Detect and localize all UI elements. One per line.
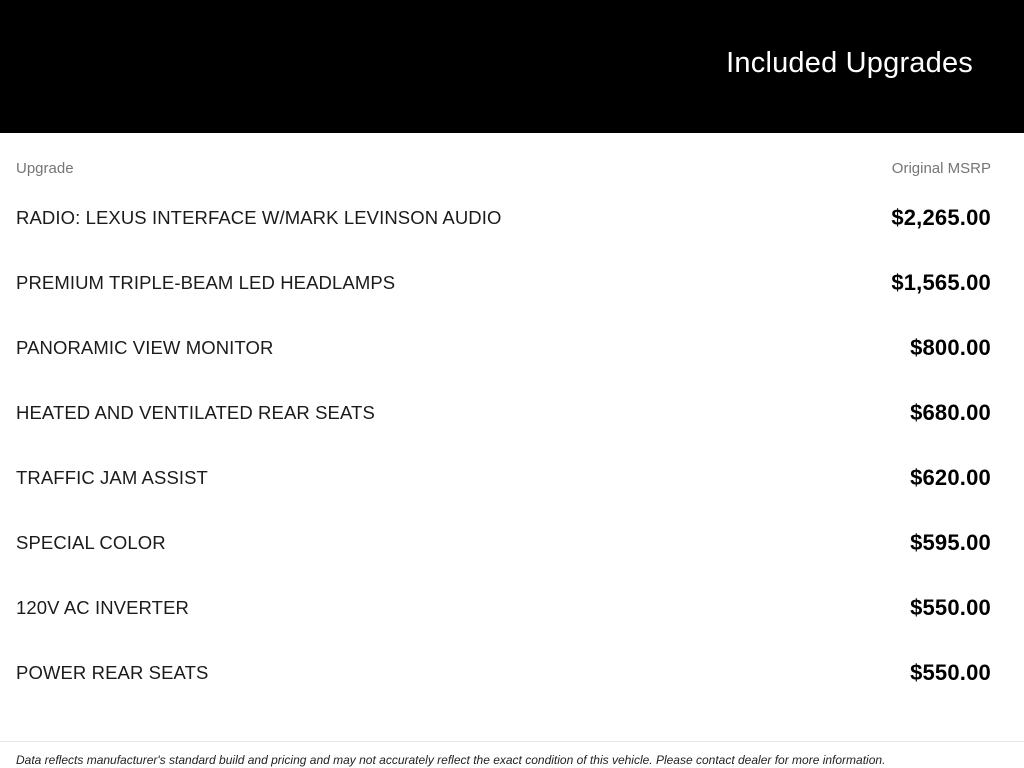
upgrade-name: SPECIAL COLOR — [16, 531, 166, 553]
upgrade-price: $800.00 — [910, 334, 991, 360]
upgrade-price: $595.00 — [910, 529, 991, 555]
upgrade-price: $550.00 — [910, 594, 991, 620]
table-row — [16, 250, 991, 315]
table-header-row — [16, 161, 991, 177]
table-row — [16, 575, 991, 640]
upgrade-price: $2,265.00 — [891, 204, 991, 230]
page-title: Included Upgrades — [726, 47, 973, 79]
upgrade-name: TRAFFIC JAM ASSIST — [16, 466, 208, 488]
upgrade-price: $1,565.00 — [891, 269, 991, 295]
upgrade-price: $680.00 — [910, 399, 991, 425]
column-header-upgrade: Upgrade — [16, 160, 74, 177]
upgrade-price: $620.00 — [910, 464, 991, 490]
table-row — [16, 510, 991, 575]
hero-banner — [0, 0, 1024, 133]
upgrade-name: POWER REAR SEATS — [16, 661, 209, 683]
upgrade-name: RADIO: LEXUS INTERFACE W/MARK LEVINSON AUDIO — [16, 206, 502, 228]
upgrade-name: HEATED AND VENTILATED REAR SEATS — [16, 401, 375, 423]
table-row — [16, 640, 991, 705]
table-row — [16, 380, 991, 445]
upgrade-name: PREMIUM TRIPLE-BEAM LED HEADLAMPS — [16, 271, 396, 293]
table-row — [16, 185, 991, 250]
footer — [0, 741, 1024, 768]
upgrade-price: $550.00 — [910, 659, 991, 685]
disclaimer-text: Data reflects manufacturer's standard build and pricing and may not accurately reflect the exact condition of this vehicle. Please contact dealer for more information. — [16, 753, 886, 767]
table-row — [16, 315, 991, 380]
column-header-original-msrp: Original MSRP — [891, 160, 991, 177]
upgrade-name: PANORAMIC VIEW MONITOR — [16, 336, 274, 358]
upgrades-table — [0, 133, 1024, 740]
upgrade-name: 120V AC INVERTER — [16, 596, 189, 618]
table-row — [16, 445, 991, 510]
